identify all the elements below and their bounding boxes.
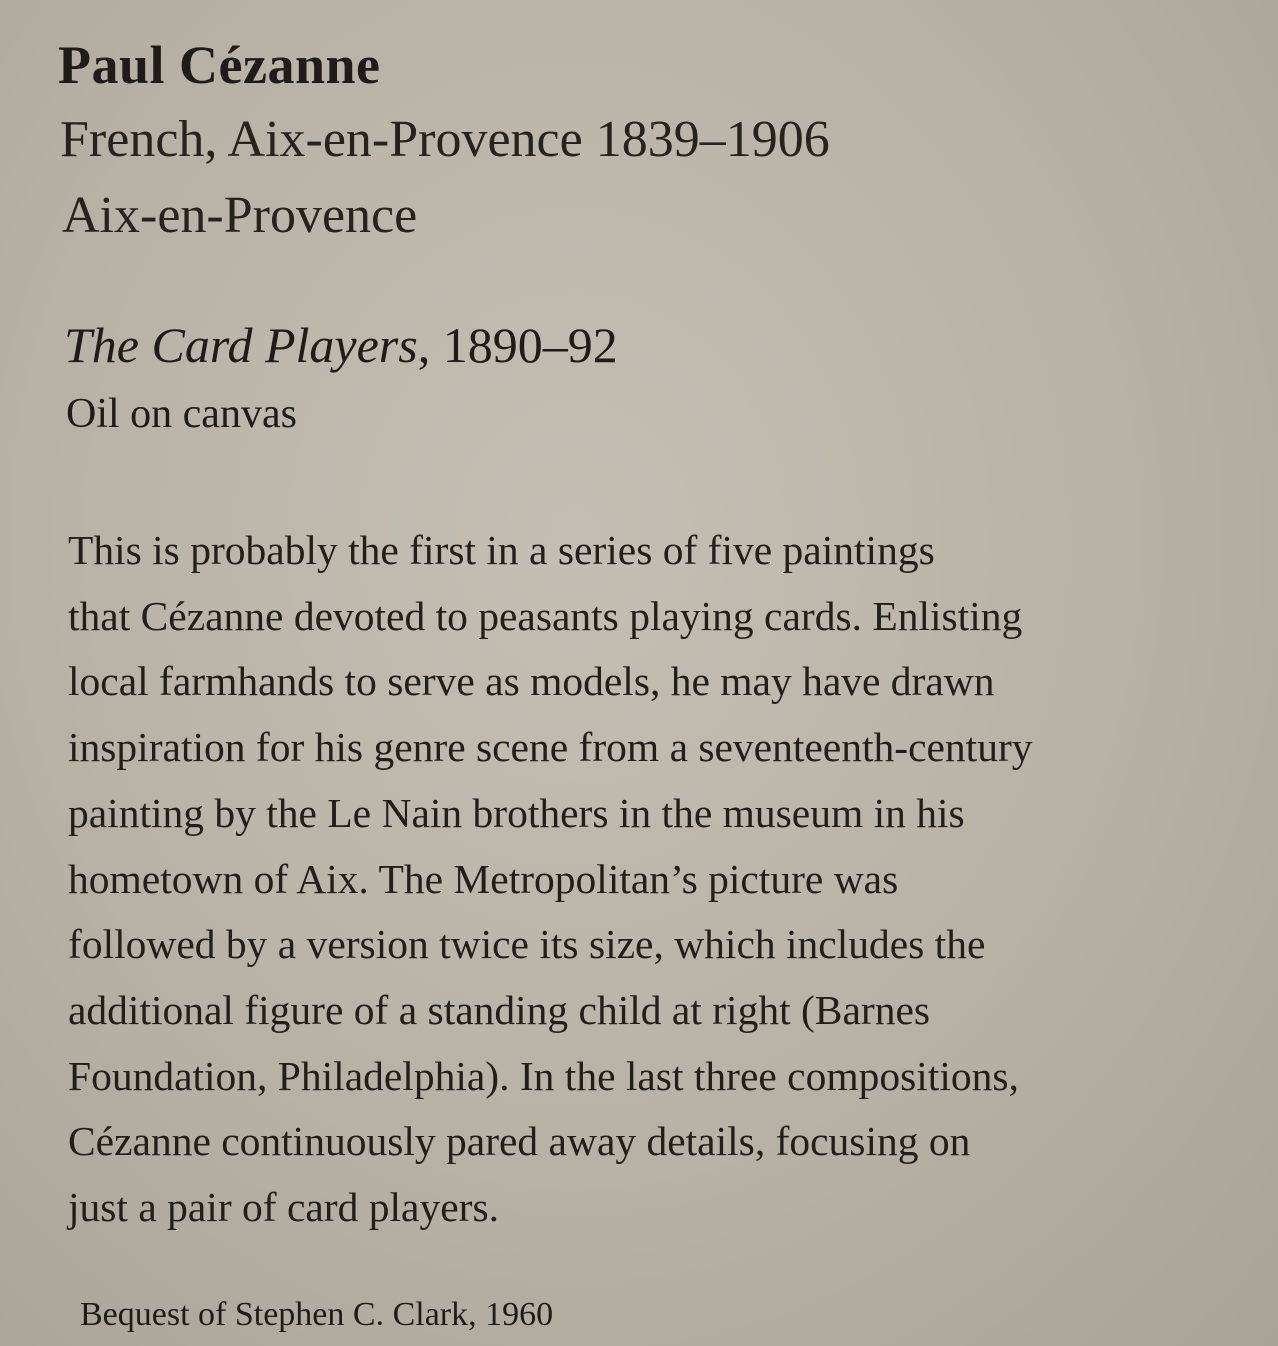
description-line: Foundation, Philadelphia). In the last three compositions,: [68, 1052, 1019, 1099]
artist-name: Paul Cézanne: [58, 35, 381, 95]
description-text: [68, 518, 1263, 1241]
description-line: additional figure of a standing child at right (Barnes: [68, 986, 931, 1033]
artist-place: Aix-en-Provence: [62, 187, 418, 244]
description-line: hometown of Aix. The Metropolitan’s picture was: [68, 855, 899, 902]
description-line: followed by a version twice its size, which includes the: [68, 921, 986, 968]
description-line: inspiration for his genre scene from a seventeenth-century: [68, 724, 1033, 771]
description-line: that Cézanne devoted to peasants playing cards. Enlisting: [68, 592, 1023, 639]
description-line: just a pair of card players.: [68, 1184, 499, 1231]
description-line: local farmhands to serve as models, he may have drawn: [68, 658, 995, 705]
artwork-date: , 1890–92: [417, 317, 618, 373]
artwork-medium: Oil on canvas: [66, 391, 297, 437]
description-line: Cézanne continuously pared away details, focusing on: [68, 1118, 971, 1165]
description-line: This is probably the first in a series of five paintings: [68, 527, 935, 573]
artwork-title: The Card Players: [64, 317, 418, 373]
description-line: painting by the Le Nain brothers in the museum in his: [68, 789, 965, 836]
artwork-title-line: [64, 316, 618, 374]
credit-line: Bequest of Stephen C. Clark, 1960: [80, 1296, 554, 1333]
artist-nationality-dates: French, Aix-en-Provence 1839–1906: [60, 111, 830, 168]
